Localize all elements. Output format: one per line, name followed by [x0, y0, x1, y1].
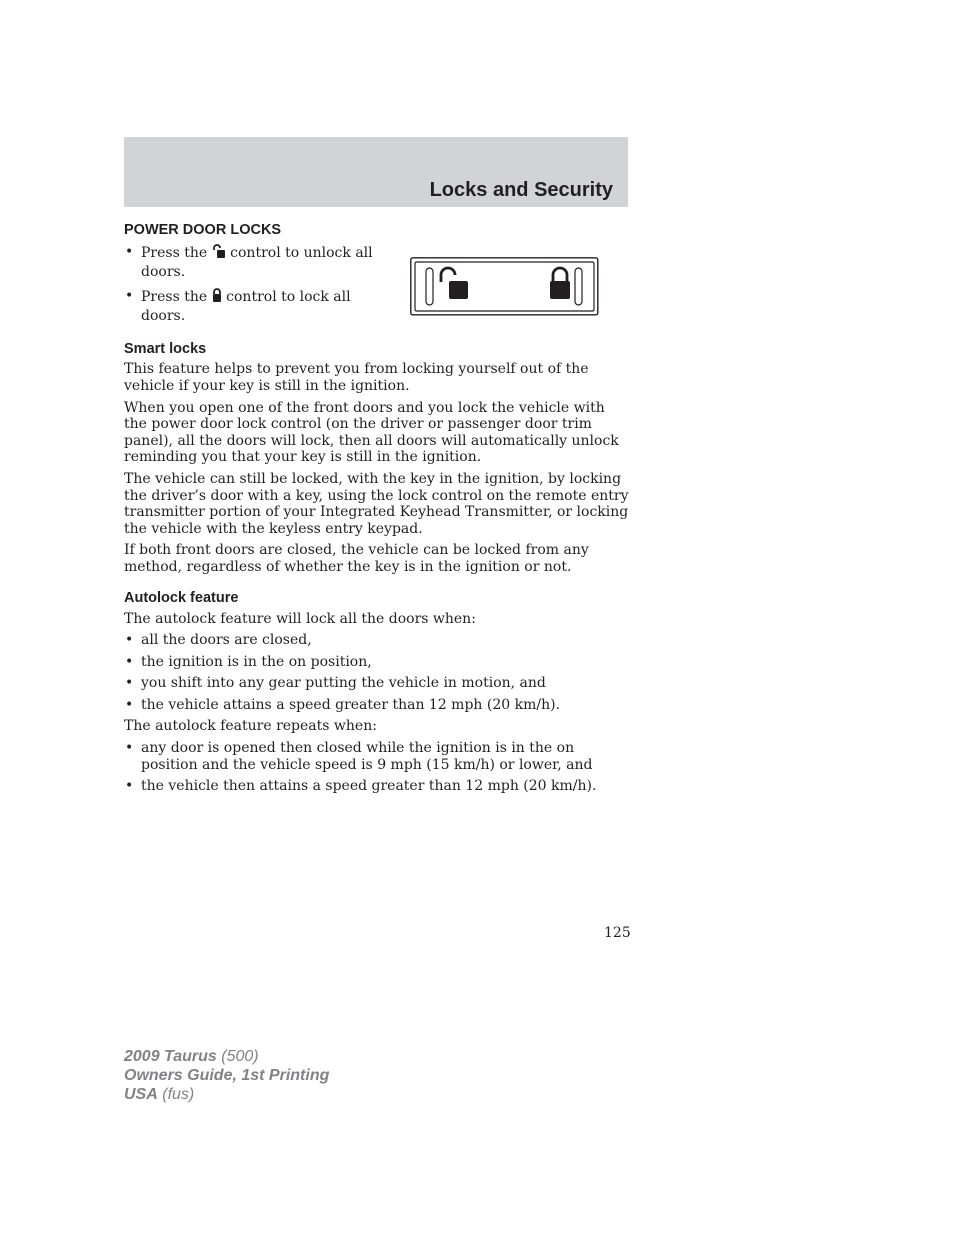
autolock-intro: The autolock feature will lock all the doors when: — [124, 610, 476, 627]
footer-line: 2009 Taurus (500) — [124, 1048, 259, 1065]
document-footer — [124, 1047, 329, 1104]
heading-autolock-feature: Autolock feature — [124, 589, 239, 606]
page-content — [124, 220, 630, 795]
smart-locks-paragraph: The vehicle can still be locked, with the key in the ignition, by locking the driver’s door with a key, using the lock control on the remote entry transmitter portion of your Integrated Keyhead Transmitter, or locking the vehicle with the keyless entry keypad. — [124, 470, 629, 537]
footer-line: USA (fus) — [124, 1086, 195, 1103]
smart-locks-paragraph: This feature helps to prevent you from locking yourself out of the vehicle if your key is still in the ignition. — [124, 361, 589, 394]
list-item: • any door is opened then closed while the ignition is in the on position and the vehicle speed is 9 mph (15 km/h) or lower, and — [125, 740, 593, 773]
list-item: • Press the control to lock all doors. — [125, 288, 351, 324]
smart-locks-paragraph: If both front doors are closed, the vehicle can be locked from any method, regardless of whether the key is in the ignition or not. — [124, 542, 589, 575]
autolock-repeat-list — [124, 740, 630, 795]
footer-line: Owners Guide, 1st Printing — [124, 1067, 330, 1084]
list-item: • the ignition is in the on position, — [125, 653, 372, 670]
section-title: Locks and Security — [429, 179, 613, 201]
section-header-band — [124, 137, 628, 207]
autolock-conditions-list — [124, 632, 630, 713]
list-item: • all the doors are closed, — [125, 632, 312, 649]
power-door-locks-list — [124, 244, 630, 324]
list-item: • Press the control to unlock all doors. — [125, 244, 373, 280]
lock-icon — [212, 288, 222, 308]
heading-power-door-locks: POWER DOOR LOCKS — [124, 222, 282, 238]
list-item: • the vehicle then attains a speed greater than 12 mph (20 km/h). — [125, 778, 597, 795]
heading-smart-locks: Smart locks — [124, 341, 207, 358]
page-number: 125 — [604, 925, 631, 941]
autolock-repeat-intro: The autolock feature repeats when: — [124, 718, 377, 735]
list-item: • you shift into any gear putting the vehicle in motion, and — [125, 675, 546, 692]
smart-locks-paragraph: When you open one of the front doors and you lock the vehicle with the power door lock control (on the driver or passenger door trim panel), all the doors will lock, then all doors will automatically unlock reminding you that your key is still in the ignition. — [124, 399, 619, 466]
unlock-icon — [212, 244, 226, 264]
list-item: • the vehicle attains a speed greater than 12 mph (20 km/h). — [125, 696, 561, 713]
